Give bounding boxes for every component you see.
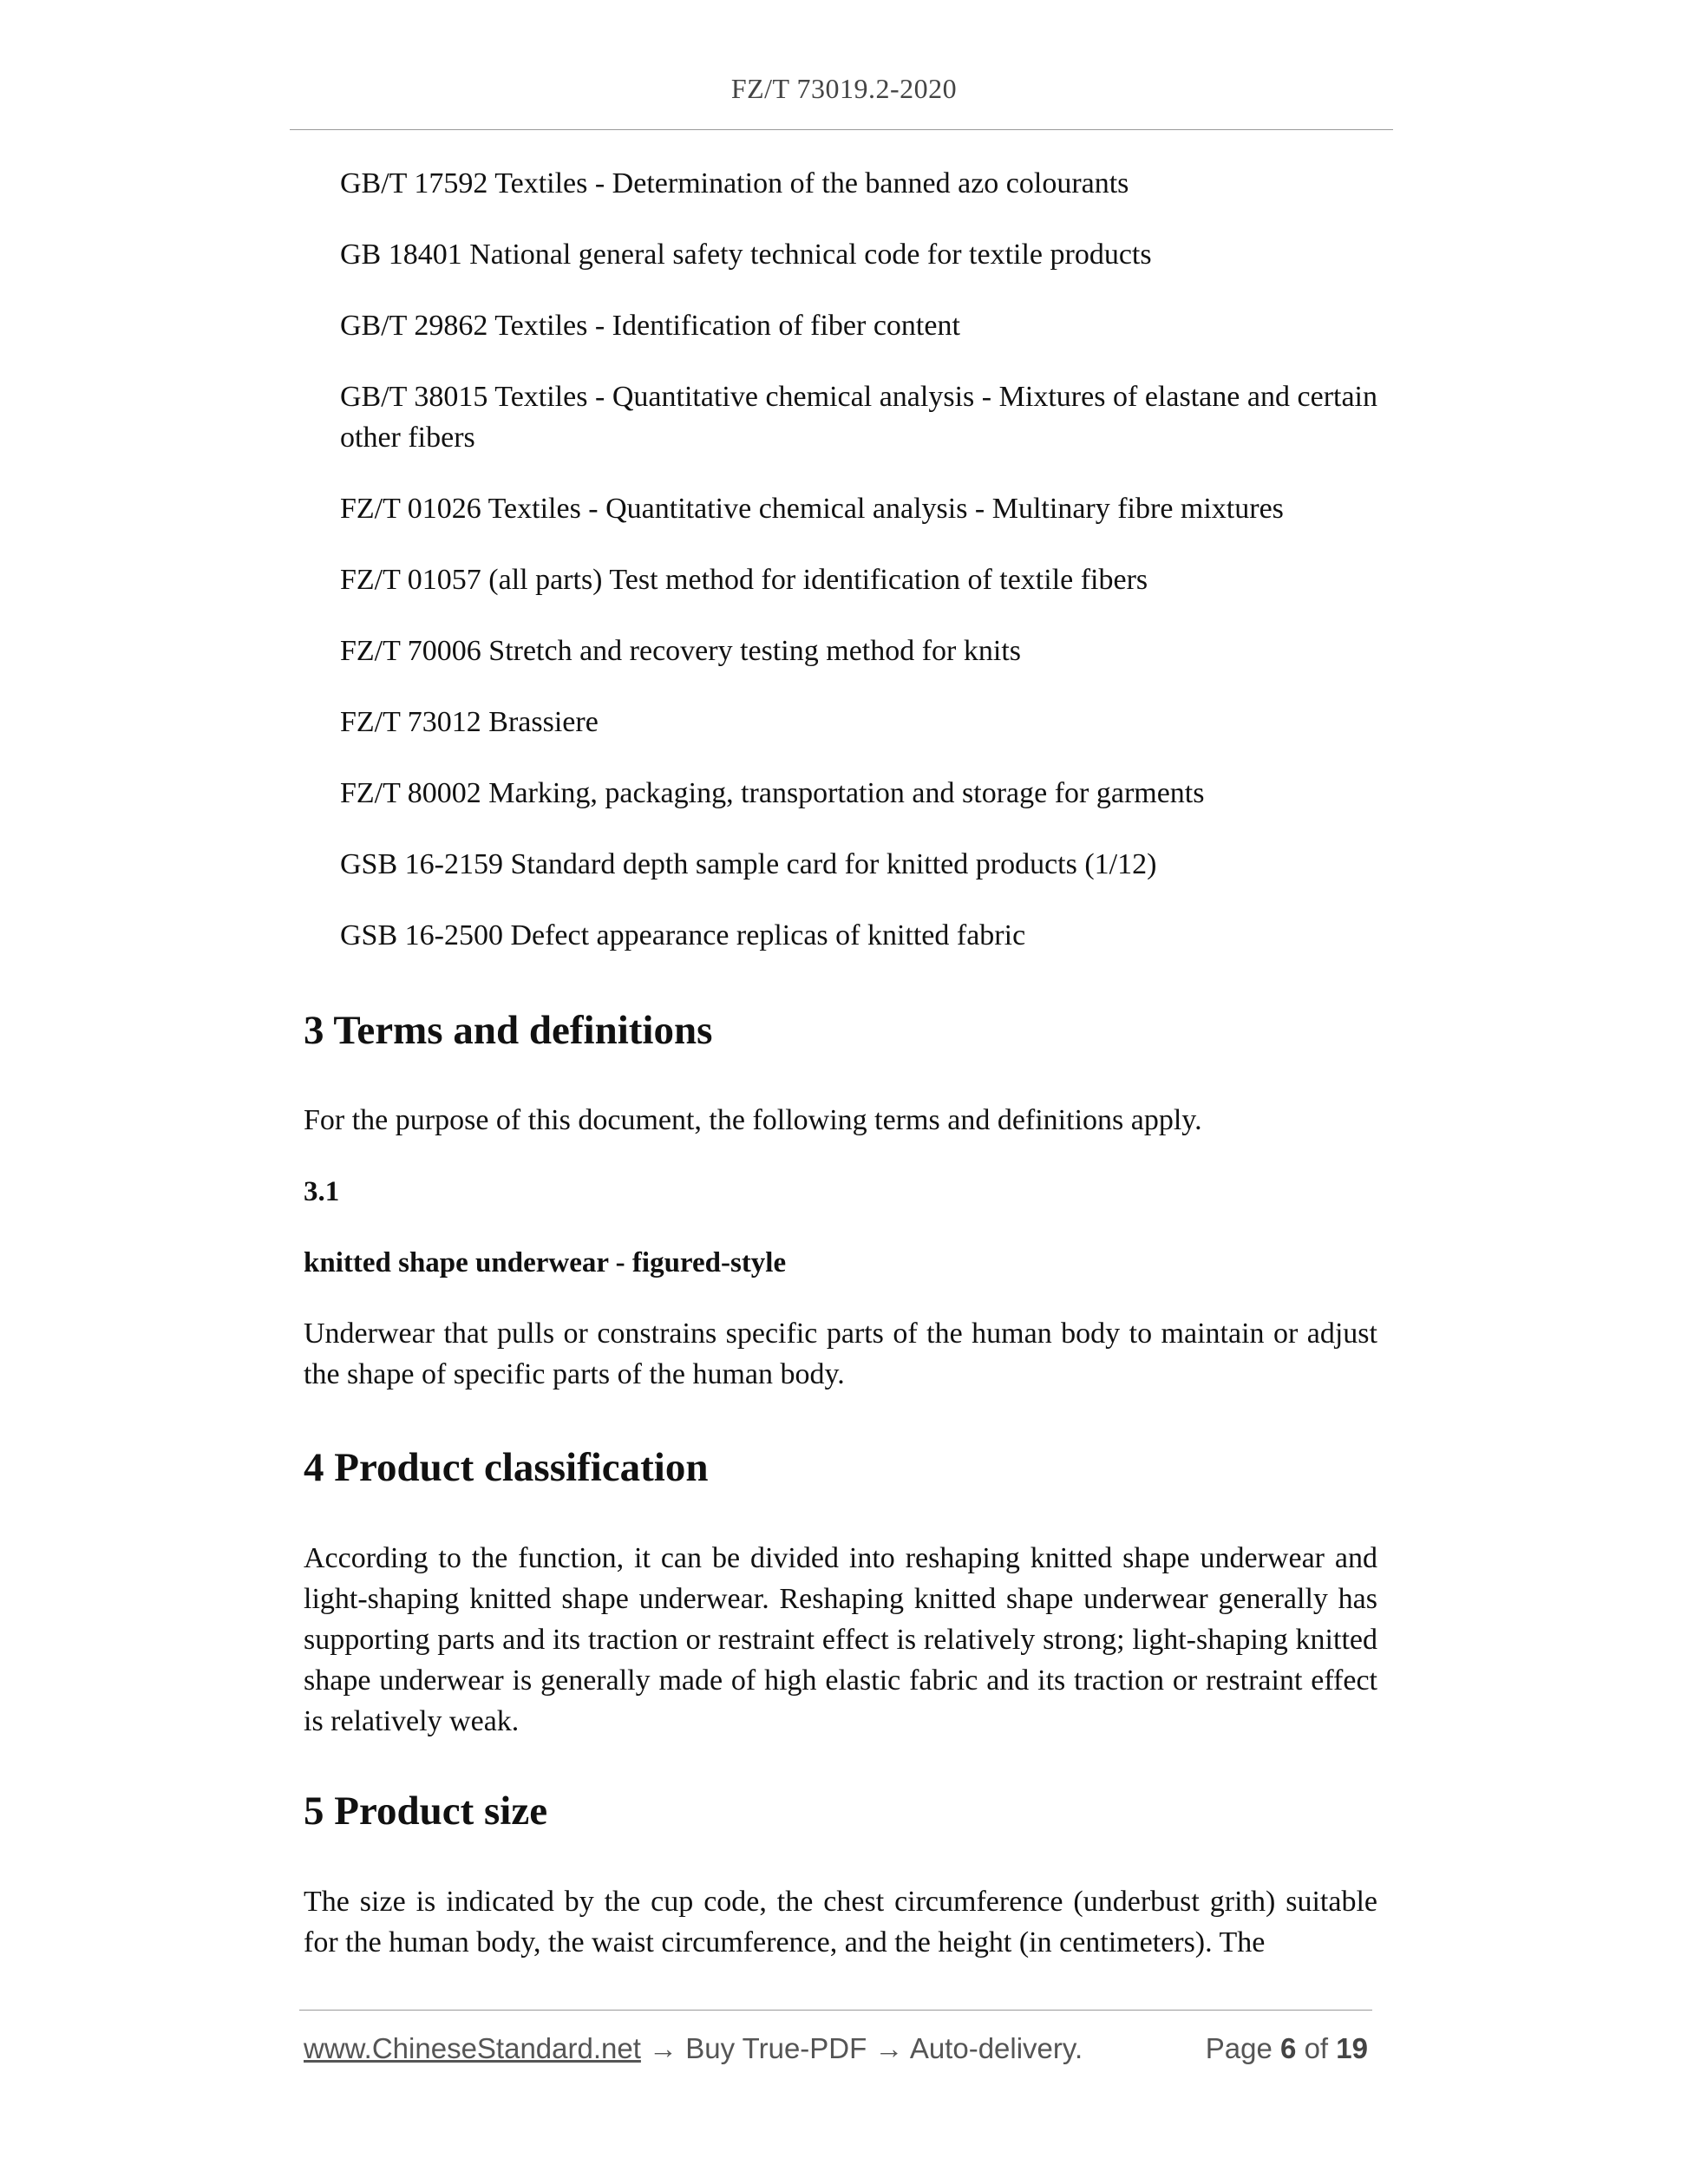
- section-3-intro: For the purpose of this document, the following terms and definitions apply.: [304, 1104, 1202, 1136]
- page-total: 19: [1336, 2032, 1368, 2064]
- footer-divider: [299, 2010, 1372, 2011]
- section-4-text-block: [304, 1538, 1377, 1742]
- of-word: of: [1304, 2032, 1329, 2064]
- section-5: [304, 1785, 1377, 1837]
- section-5-heading: 5 Product size: [304, 1788, 548, 1834]
- section-4-heading: 4 Product classification: [304, 1445, 709, 1490]
- section-3-heading: 3 Terms and definitions: [304, 1008, 713, 1053]
- term-definition: Underwear that pulls or constrains specific parts of the human body to maintain or adjust the shape of specific parts of the human body.: [304, 1318, 1377, 1390]
- reference-item: GSB 16-2159 Standard depth sample card for knitted products (1/12): [340, 848, 1157, 880]
- reference-item: FZ/T 80002 Marking, packaging, transportation and storage for garments: [340, 777, 1205, 809]
- normative-references-list: [340, 163, 1377, 986]
- page-word: Page: [1205, 2032, 1273, 2064]
- document-header: FZ/T 73019.2-2020: [730, 73, 958, 104]
- reference-item: GB/T 17592 Textiles - Determination of the banned azo colourants: [340, 167, 1129, 199]
- section-5-text-block: [304, 1881, 1377, 1963]
- reference-item: FZ/T 01057 (all parts) Test method for identification of textile fibers: [340, 564, 1148, 596]
- section-3-intro-block: [304, 1100, 1377, 1141]
- footer-tagline: → Buy True-PDF → Auto-delivery.: [640, 2032, 1083, 2064]
- website-link[interactable]: www.ChineseStandard.net: [304, 2032, 641, 2064]
- section-5-text: The size is indicated by the cup code, the chest circumference (underbust grith) suitable for the human body, the waist circumference, and the height (in centimeters). The: [304, 1886, 1377, 1958]
- term-number-block: [304, 1173, 1377, 1211]
- page-indicator: [1206, 2030, 1368, 2068]
- reference-item: FZ/T 01026 Textiles - Quantitative chemical analysis - Multinary fibre mixtures: [340, 493, 1284, 525]
- section-3: [304, 1004, 1377, 1056]
- term-name-block: [304, 1244, 1377, 1282]
- reference-item: GB/T 29862 Textiles - Identification of fiber content: [340, 310, 960, 342]
- page-current: 6: [1280, 2032, 1297, 2064]
- reference-item: FZ/T 70006 Stretch and recovery testing method for knits: [340, 635, 1022, 667]
- reference-item: GSB 16-2500 Defect appearance replicas of knitted fabric: [340, 919, 1026, 951]
- term-number: 3.1: [304, 1176, 340, 1207]
- header-divider: [290, 129, 1393, 130]
- term-name: knitted shape underwear - figured-style: [304, 1247, 787, 1278]
- footer-left: [304, 2030, 1083, 2068]
- reference-item: GB 18401 National general safety technical code for textile products: [340, 239, 1152, 271]
- reference-item: GB/T 38015 Textiles - Quantitative chemical analysis - Mixtures of elastane and certain other fibers: [340, 381, 1377, 454]
- reference-item: FZ/T 73012 Brassiere: [340, 706, 599, 738]
- section-4: [304, 1442, 1377, 1494]
- term-definition-block: [304, 1313, 1377, 1395]
- section-4-text: According to the function, it can be divided into reshaping knitted shape underwear and light-shaping knitted shape underwear. Reshaping knitted shape underwear generally has supporting parts and its traction or restraint effect is relatively strong; light-shaping knitted shape underwear is generally made of high elastic fabric and its traction or restraint effect is relatively weak.: [304, 1542, 1377, 1737]
